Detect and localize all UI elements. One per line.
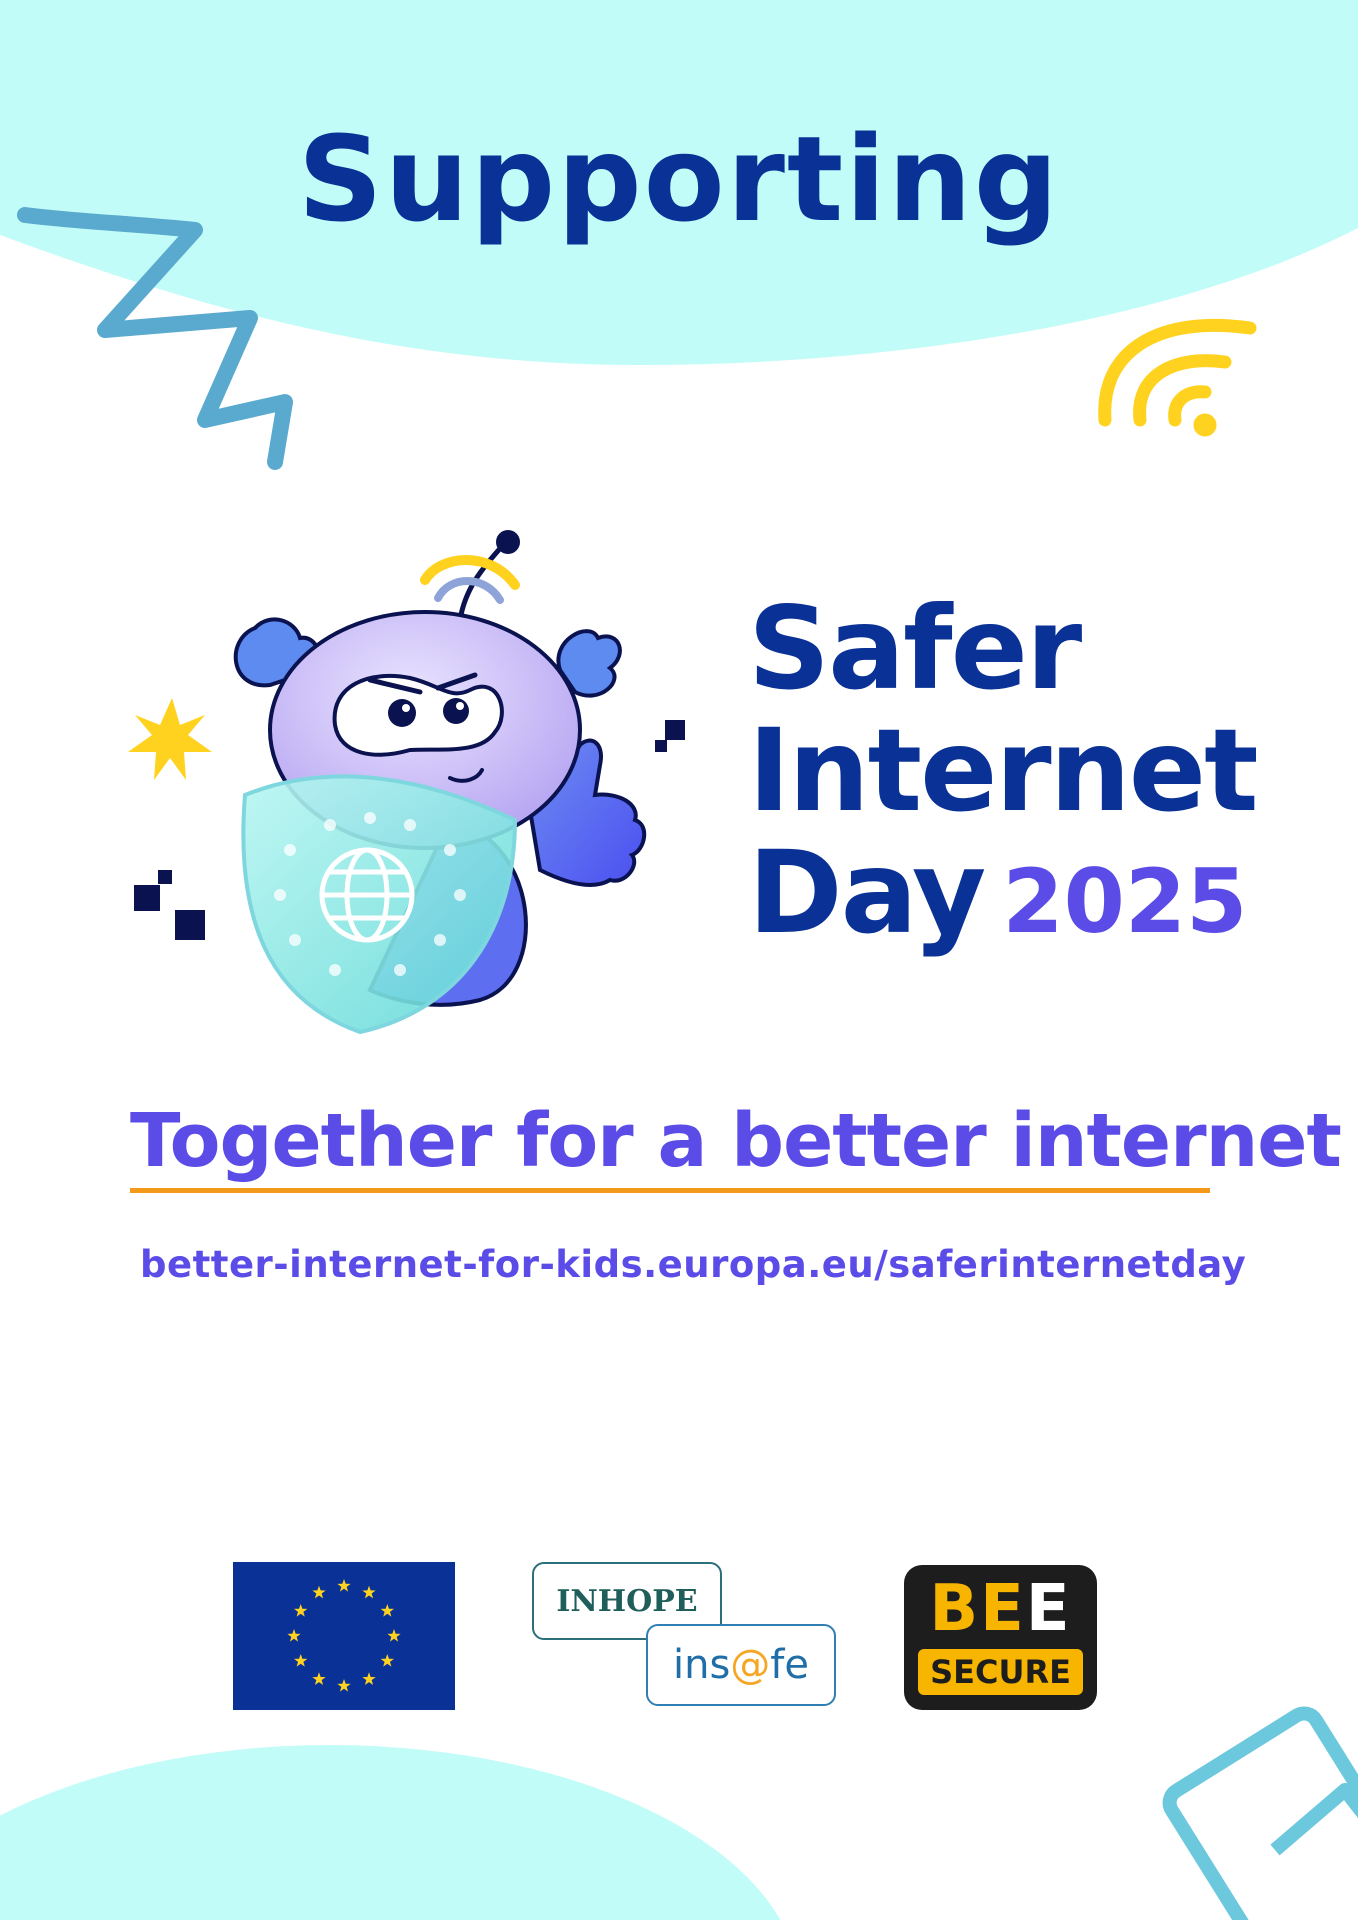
event-title-line3: Day: [748, 826, 985, 959]
sun-sparkle-icon: [128, 698, 212, 780]
bee-secure-logo: [904, 1565, 1097, 1710]
wifi-icon: [1105, 325, 1250, 430]
page-title: Supporting: [297, 110, 1061, 248]
eu-flag-logo: [233, 1562, 455, 1710]
bottom-aqua-blob: [0, 1745, 800, 1920]
insafe-text-pre: ins: [672, 1642, 731, 1688]
bee-letter-e1: E: [980, 1572, 1026, 1646]
tagline: Together for a better internet: [130, 1098, 1341, 1184]
website-link[interactable]: [130, 1236, 1247, 1292]
event-year: 2025: [1002, 850, 1248, 953]
inhope-text: INHOPE: [556, 1583, 698, 1619]
website-url[interactable]: better-internet-for-kids.europa.eu/saferinternetday: [140, 1242, 1247, 1286]
envelope-icon: [1164, 1708, 1358, 1920]
inhope-insafe-logo: [532, 1562, 837, 1707]
event-title-line2: Internet: [748, 704, 1257, 837]
insafe-at: @: [730, 1642, 771, 1688]
mascot-illustration: [120, 520, 720, 1040]
tagline-underline: [130, 1188, 1210, 1193]
event-title: [748, 582, 1348, 963]
bee-letter-b: B: [929, 1572, 981, 1646]
bee-letter-e2: E: [1025, 1572, 1072, 1646]
event-title-line1: Safer: [748, 582, 1081, 715]
insafe-text-post: fe: [770, 1642, 809, 1688]
bee-secure-text: SECURE: [930, 1653, 1071, 1691]
